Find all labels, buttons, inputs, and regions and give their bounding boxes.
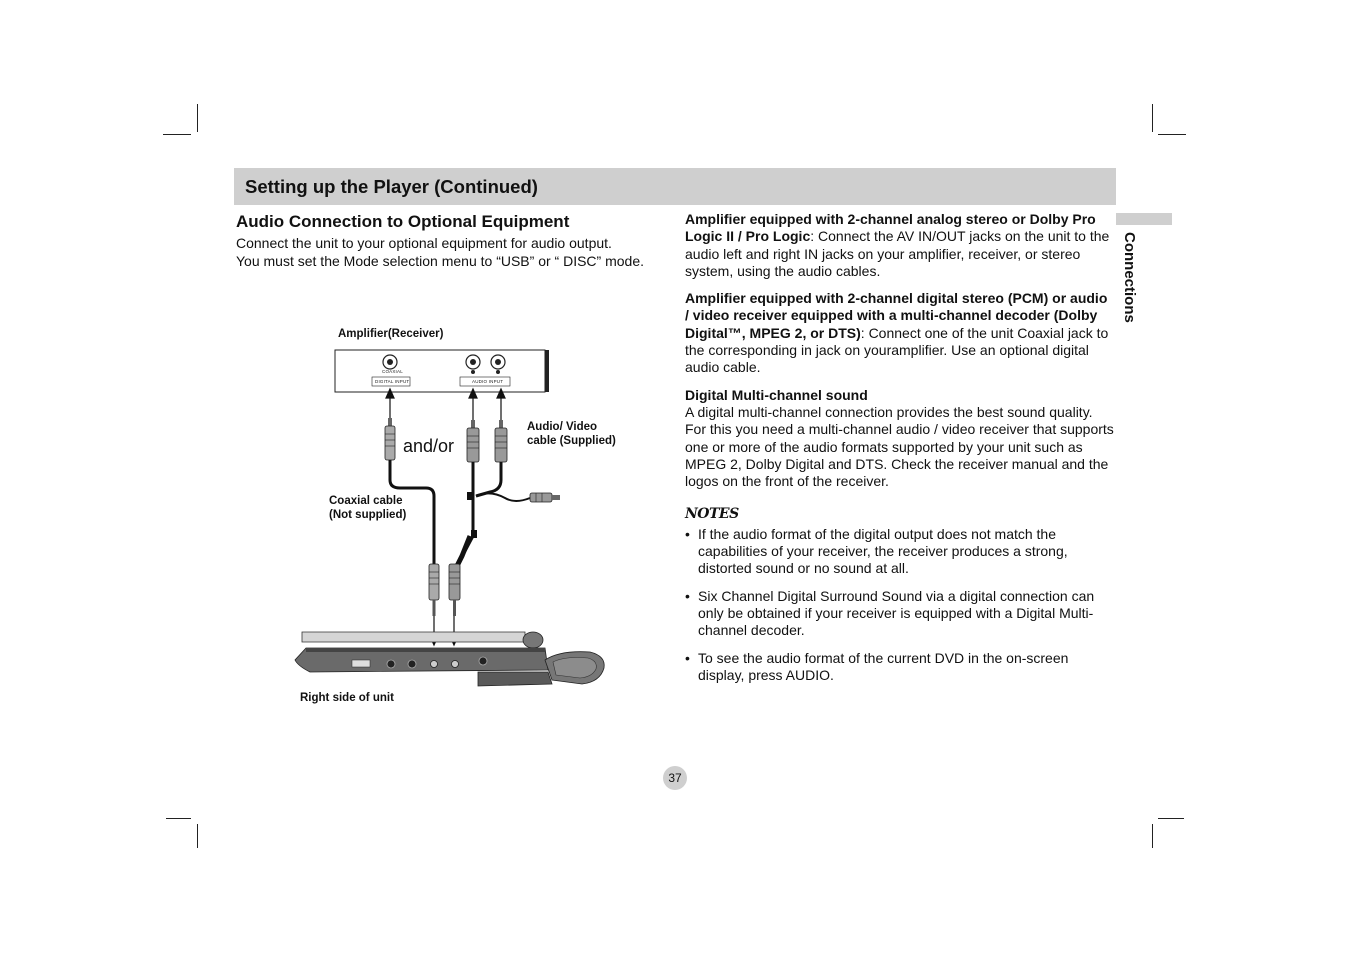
dvd-player-unit: [295, 632, 604, 686]
amplifier-shadow: [545, 350, 549, 392]
coax-plug-bottom: [429, 564, 439, 616]
arrow-coax-up: [386, 389, 394, 420]
crop-mark: [1158, 818, 1184, 819]
coax-cable-label: Coaxial cable (Not supplied): [329, 495, 407, 521]
note-item: • Six Channel Digital Surround Sound via a digital connection can only be obtained if your receiver is equipped with a Digital Multi-channel decoder.: [685, 587, 1095, 639]
av-cable-video: [476, 493, 530, 501]
connection-diagram: [290, 320, 630, 720]
digital-text: : Connect one of the unit Coaxial jack to the corresponding in jack on youramplifier. Use an optional digital audio cable.: [685, 324, 1109, 376]
intro-line-1: Connect the unit to your optional equipment for audio output.: [236, 235, 612, 251]
multichannel-text: A digital multi-channel connection provides the best sound quality. For this you need a multi-channel audio / video receiver that supports one or more of the audio formats supported by your unit such as MPEG 2, Dolby Digital and DTS. Check the receiver manual and the logos on the front of the receiver.: [685, 403, 1114, 490]
audio-plug-left-top: [467, 420, 479, 462]
cable-clip: [467, 492, 473, 500]
av-cable-label: Audio/ Video cable (Supplied): [527, 421, 616, 447]
note-item: • If the audio format of the digital output does not match the capabilities of your receiver, the receiver produces a strong, distorted sound or no sound at all.: [685, 525, 1068, 577]
and-or-label: and/or: [403, 436, 455, 456]
av-cable-right: [476, 462, 501, 496]
av-plug-bottom: [449, 564, 460, 616]
notes-title: NOTES: [685, 506, 739, 523]
crop-mark: [166, 818, 191, 819]
side-tab-label: Connections: [1121, 232, 1138, 323]
intro-line-2: You must set the Mode selection menu to “USB” or “ DISC” mode.: [236, 253, 644, 269]
digital-heading: Amplifier equipped with 2-channel digital stereo (PCM) or audio / video receiver equipped with a multi-channel decoder (Dolby Digital™, MPEG 2, or DTS): [685, 290, 1108, 341]
arrow-audio-right-up: [497, 389, 505, 420]
coax-plug-top: [385, 418, 395, 460]
note-item: • To see the audio format of the current DVD in the on-screen display, press AUDIO.: [685, 649, 1069, 683]
analog-paragraph: [685, 211, 1115, 280]
arrow-audio-left-up: [469, 389, 477, 420]
page-title: Setting up the Player (Continued): [245, 176, 538, 197]
amplifier-label: Amplifier(Receiver): [338, 328, 444, 340]
header-band: [234, 168, 1116, 205]
audio-input-label: AUDIO INPUT: [472, 379, 504, 384]
cable-clip: [471, 530, 477, 538]
page-number: 37: [663, 766, 687, 790]
crop-mark: [197, 824, 198, 848]
notes-list: [685, 526, 1115, 684]
amplifier-box: [335, 350, 545, 392]
crop-mark: [163, 134, 191, 135]
left-column: [236, 212, 676, 270]
digital-input-label: DIGITAL INPUT: [375, 379, 410, 384]
side-tab: [1116, 213, 1172, 225]
crop-mark: [197, 104, 198, 132]
audio-plug-right-top: [495, 420, 507, 462]
right-side-label: Right side of unit: [300, 692, 394, 704]
multichannel-heading: Digital Multi-channel sound: [685, 386, 868, 403]
section-title: Audio Connection to Optional Equipment: [236, 212, 570, 231]
right-column: [685, 211, 1115, 694]
analog-heading: Amplifier equipped with 2-channel analog stereo or Dolby Pro Logic II / Pro Logic: [685, 211, 1096, 245]
crop-mark: [1152, 104, 1153, 132]
crop-mark: [1158, 134, 1186, 135]
av-cable-bundle: [456, 536, 470, 568]
coaxial-jack-label: COAXIAL: [382, 369, 403, 374]
crop-mark: [1152, 824, 1153, 848]
digital-paragraph: [685, 290, 1115, 376]
analog-text: : Connect the AV IN/OUT jacks on the unit to the audio left and right IN jacks on your amplifier, receiver, or stereo system, using the audio cables.: [685, 228, 1110, 279]
video-plug-loose: [530, 493, 560, 502]
